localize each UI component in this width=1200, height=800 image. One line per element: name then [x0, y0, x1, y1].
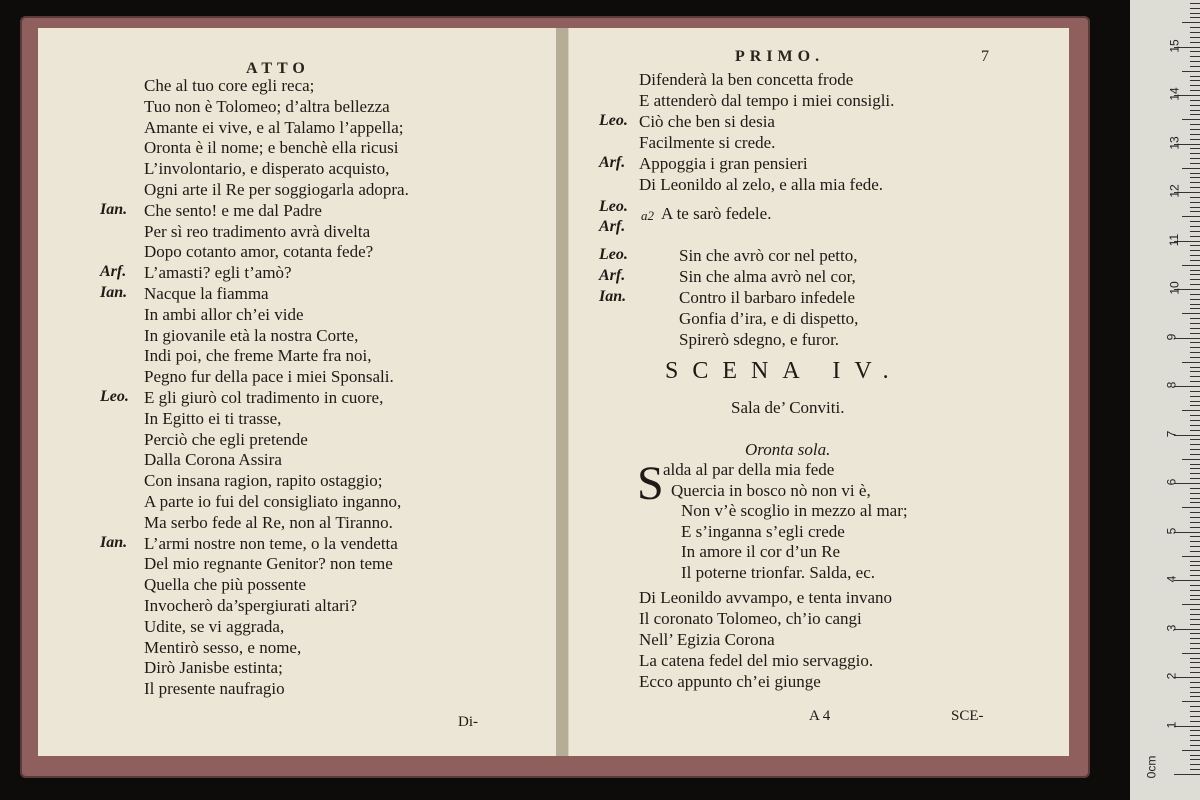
- ruler-tick: [1190, 61, 1200, 62]
- ruler-tick: [1190, 308, 1200, 309]
- left-verse-line: E gli giurò col tradimento in cuore,: [144, 388, 384, 407]
- ruler-tick: [1190, 759, 1200, 760]
- ruler-tick: [1190, 318, 1200, 319]
- ruler-tick: [1190, 299, 1200, 300]
- ruler-tick: [1190, 304, 1200, 305]
- ruler-tick: [1190, 536, 1200, 537]
- ruler-tick: [1190, 56, 1200, 57]
- left-verse-line: In ambi allor ch’ei vide: [144, 304, 304, 324]
- ruler-tick: [1190, 347, 1200, 348]
- ruler-tick: [1190, 187, 1200, 188]
- aria-line: Quercia in bosco nò non vi è,: [671, 480, 871, 500]
- catchword-right: SCE-: [951, 708, 984, 724]
- ruler-tick: [1190, 488, 1200, 489]
- ruler-tick: [1182, 265, 1200, 266]
- left-verse-line: Per sì reo tradimento avrà divelta: [144, 221, 371, 241]
- running-header-right: PRIMO.: [735, 48, 825, 65]
- scene-title: SCENA IV.: [665, 358, 903, 384]
- ruler-tick: [1190, 439, 1200, 440]
- duet-speaker-1: Leo.: [599, 198, 628, 215]
- ruler-tick: [1190, 624, 1200, 625]
- ruler-tick: [1182, 410, 1200, 411]
- ruler-tick: [1190, 692, 1200, 693]
- ruler-tick: [1190, 662, 1200, 663]
- left-verse-line: Indi poi, che freme Marte fra noi,: [144, 346, 372, 366]
- ruler-number: 9: [1164, 333, 1179, 340]
- left-verse-line: Invocherò da’spergiurati altari?: [144, 596, 358, 615]
- ruler-tick: [1190, 405, 1200, 406]
- ruler-tick: [1190, 473, 1200, 474]
- right-verse-line: Spirerò sdegno, e furor.: [679, 330, 840, 349]
- left-verse-line: L’amasti? egli t’amò?: [144, 263, 292, 283]
- ruler-tick: [1190, 284, 1200, 285]
- left-verse-line: A parte io fui del consigliato inganno,: [144, 492, 402, 511]
- left-verse-speaker: Ian.: [100, 533, 128, 551]
- ruler-tick: [1190, 672, 1200, 673]
- ruler-tick: [1182, 750, 1200, 751]
- ruler-tick: [1190, 260, 1200, 261]
- ruler-tick: [1190, 493, 1200, 494]
- right-verse-speaker: Arf.: [599, 267, 626, 284]
- ruler-tick: [1190, 502, 1200, 503]
- ruler-tick: [1182, 22, 1200, 23]
- ruler-tick: [1190, 80, 1200, 81]
- ruler-tick: [1190, 764, 1200, 765]
- ruler-tick: [1190, 153, 1200, 154]
- ruler-tick: [1190, 590, 1200, 591]
- ruler-tick: [1190, 769, 1200, 770]
- measurement-ruler: [1130, 0, 1200, 800]
- recitative-line: Il coronato Tolomeo, ch’io cangi: [639, 609, 862, 628]
- ruler-tick: [1190, 323, 1200, 324]
- left-verse-line: Nacque la fiamma: [144, 284, 269, 303]
- ruler-number: 13: [1167, 135, 1182, 150]
- ruler-tick: [1190, 207, 1200, 208]
- aria-line: Non v’è scoglio in mezzo al mar;: [681, 501, 908, 521]
- recitative-line: La catena fedel del mio servaggio.: [639, 651, 874, 670]
- ruler-tick: [1190, 658, 1200, 659]
- ruler-tick: [1190, 294, 1200, 295]
- catchword-left: Di-: [458, 714, 478, 730]
- left-page: [38, 28, 557, 756]
- ruler-number: 1: [1164, 721, 1179, 728]
- ruler-tick: [1190, 158, 1200, 159]
- right-verse-line: Di Leonildo al zelo, e alla mia fede.: [639, 175, 884, 194]
- ruler-tick: [1190, 221, 1200, 222]
- ruler-tick: [1190, 367, 1200, 368]
- ruler-tick: [1190, 279, 1200, 280]
- recitative-line: Ecco appunto ch’ei giunge: [639, 672, 821, 691]
- ruler-tick: [1190, 114, 1200, 115]
- ruler-number: 5: [1164, 527, 1179, 534]
- ruler-tick: [1190, 716, 1200, 717]
- left-verse-line: L’involontario, e disperato acquisto,: [144, 159, 390, 179]
- ruler-tick: [1190, 595, 1200, 596]
- ruler-tick: [1190, 706, 1200, 707]
- ruler-tick: [1190, 570, 1200, 571]
- ruler-tick: [1190, 110, 1200, 111]
- running-header-left: ATTO: [246, 60, 310, 77]
- ruler-tick: [1190, 148, 1200, 149]
- ruler-tick: [1190, 633, 1200, 634]
- left-verse-line: Ogni arte il Re per soggiogarla adopra.: [144, 180, 409, 199]
- ruler-tick: [1190, 342, 1200, 343]
- left-verse-line: Con insana ragion, rapito ostaggio;: [144, 471, 383, 491]
- left-verse-line: Pegno fur della pace i miei Sponsali.: [144, 367, 394, 387]
- ruler-tick: [1190, 464, 1200, 465]
- ruler-tick: [1190, 236, 1200, 237]
- ruler-tick: [1190, 430, 1200, 431]
- ruler-number: 12: [1167, 184, 1182, 198]
- duet-speaker-2: Arf.: [599, 218, 626, 235]
- left-verse-line: In Egitto ei ti trasse,: [144, 408, 282, 428]
- left-verse-speaker: Arf.: [100, 263, 127, 281]
- right-verse-line: Sin che alma avrò nel cor,: [679, 267, 856, 286]
- ruler-tick: [1190, 561, 1200, 562]
- ruler-tick: [1190, 274, 1200, 275]
- ruler-tick: [1182, 216, 1200, 217]
- left-verse-line: Dopo cotanto amor, cotanta fede?: [144, 242, 374, 262]
- ruler-tick: [1182, 71, 1200, 72]
- ruler-tick: [1190, 478, 1200, 479]
- book-gutter: [556, 28, 568, 756]
- scene-setting: Sala de’ Conviti.: [731, 398, 845, 417]
- ruler-tick: [1174, 774, 1200, 775]
- ruler-tick: [1190, 444, 1200, 445]
- ruler-tick: [1190, 755, 1200, 756]
- ruler-tick: [1182, 459, 1200, 460]
- left-verse-line: Ma serbo fede al Re, non al Tiranno.: [144, 512, 393, 532]
- left-verse-line: Perciò che egli pretende: [144, 429, 308, 449]
- ruler-tick: [1190, 401, 1200, 402]
- ruler-number: 15: [1167, 38, 1182, 53]
- recitative-line: Di Leonildo avvampo, e tenta invano: [639, 588, 893, 607]
- aria-line: Il poterne trionfar. Salda, ec.: [681, 563, 876, 582]
- ruler-tick: [1190, 643, 1200, 644]
- left-verse-speaker: Leo.: [100, 388, 129, 405]
- ruler-tick: [1182, 701, 1200, 702]
- drop-capital: S: [637, 457, 664, 510]
- left-verse-line: Oronta è il nome; e benchè ella ricusi: [144, 138, 399, 158]
- scene-character: Oronta sola.: [745, 440, 831, 459]
- right-verse-line: Facilmente si crede.: [639, 133, 776, 152]
- left-verse-line: Quella che più possente: [144, 575, 306, 595]
- left-verse-line: Il presente naufragio: [144, 679, 285, 699]
- ruler-tick: [1190, 8, 1200, 9]
- ruler-tick: [1190, 648, 1200, 649]
- ruler-tick: [1190, 37, 1200, 38]
- ruler-tick: [1190, 27, 1200, 28]
- ruler-tick: [1190, 134, 1200, 135]
- ruler-tick: [1190, 352, 1200, 353]
- recitative-line: Nell’ Egizia Corona: [639, 630, 775, 649]
- left-verse-line: Dirò Janisbe estinta;: [144, 658, 283, 678]
- signature-mark: A 4: [809, 708, 831, 724]
- right-verse-line: Gonfia d’ira, e di dispetto,: [679, 309, 859, 328]
- ruler-tick: [1190, 512, 1200, 513]
- ruler-tick: [1190, 226, 1200, 227]
- ruler-number: 11: [1167, 233, 1182, 246]
- page-number: 7: [981, 48, 989, 65]
- right-verse-line: Sin che avrò cor nel petto,: [679, 246, 858, 265]
- ruler-number: 6: [1164, 478, 1179, 486]
- ruler-tick: [1190, 740, 1200, 741]
- ruler-tick: [1190, 381, 1200, 382]
- ruler-number: 4: [1164, 575, 1179, 583]
- ruler-tick: [1190, 449, 1200, 450]
- duet-line: A te sarò fedele.: [661, 204, 772, 223]
- ruler-tick: [1190, 527, 1200, 528]
- ruler-number: 2: [1164, 672, 1179, 680]
- ruler-tick: [1190, 391, 1200, 392]
- ruler-number: 7: [1164, 430, 1179, 437]
- right-verse-speaker: Leo.: [599, 246, 628, 263]
- left-verse-line: Che al tuo core egli reca;: [144, 76, 315, 95]
- left-verse-line: Udite, se vi aggrada,: [144, 616, 285, 636]
- ruler-tick: [1190, 32, 1200, 33]
- ruler-tick: [1190, 522, 1200, 523]
- ruler-tick: [1190, 551, 1200, 552]
- ruler-tick: [1182, 168, 1200, 169]
- right-verse-speaker: Leo.: [599, 112, 628, 129]
- left-verse-line: In giovanile età la nostra Corte,: [144, 325, 359, 345]
- left-verse-speaker: Ian.: [100, 284, 128, 301]
- ruler-tick: [1182, 313, 1200, 314]
- ruler-tick: [1182, 362, 1200, 363]
- left-verse-line: Amante ei vive, e al Talamo l’appella;: [144, 117, 404, 137]
- left-verse-line: Tuo non è Tolomeo; d’altra bellezza: [144, 96, 390, 116]
- ruler-tick: [1190, 17, 1200, 18]
- ruler-number: 10: [1167, 281, 1182, 295]
- ruler-tick: [1190, 255, 1200, 256]
- ruler-tick: [1190, 565, 1200, 566]
- ruler-tick: [1190, 546, 1200, 547]
- right-page: [568, 28, 1069, 756]
- ruler-tick: [1182, 119, 1200, 120]
- ruler-tick: [1190, 721, 1200, 722]
- aria-line: In amore il cor d’un Re: [681, 542, 841, 562]
- left-verse-line: Del mio regnante Genitor? non teme: [144, 554, 393, 574]
- ruler-tick: [1190, 638, 1200, 639]
- ruler-tick: [1190, 245, 1200, 246]
- ruler-tick: [1190, 100, 1200, 101]
- ruler-tick: [1190, 585, 1200, 586]
- ruler-tick: [1190, 687, 1200, 688]
- ruler-tick: [1190, 177, 1200, 178]
- ruler-number: 3: [1164, 624, 1179, 631]
- ruler-tick: [1190, 468, 1200, 469]
- left-verse-line: Che sento! e me dal Padre: [144, 200, 322, 220]
- left-verse-speaker: Ian.: [100, 200, 128, 218]
- ruler-tick: [1190, 124, 1200, 125]
- ruler-tick: [1190, 270, 1200, 271]
- ruler-tick: [1190, 13, 1200, 14]
- ruler-zero-label: 0cm: [1144, 755, 1159, 779]
- ruler-tick: [1190, 599, 1200, 600]
- ruler-tick: [1190, 396, 1200, 397]
- duet-marker: a2: [641, 208, 654, 223]
- ruler-tick: [1190, 333, 1200, 334]
- ruler-tick: [1190, 614, 1200, 615]
- ruler-tick: [1190, 415, 1200, 416]
- ruler-number: 14: [1167, 87, 1182, 101]
- right-verse-line: Contro il barbaro infedele: [679, 288, 856, 307]
- left-verse-line: Mentirò sesso, e nome,: [144, 637, 302, 657]
- ruler-tick: [1190, 454, 1200, 455]
- ruler-tick: [1190, 376, 1200, 377]
- ruler-tick: [1190, 90, 1200, 91]
- ruler-tick: [1190, 42, 1200, 43]
- ruler-tick: [1182, 604, 1200, 605]
- ruler-tick: [1182, 653, 1200, 654]
- ruler-tick: [1182, 556, 1200, 557]
- ruler-tick: [1190, 541, 1200, 542]
- ruler-tick: [1190, 85, 1200, 86]
- ruler-tick: [1190, 730, 1200, 731]
- ruler-tick: [1190, 735, 1200, 736]
- ruler-tick: [1190, 182, 1200, 183]
- ruler-tick: [1190, 250, 1200, 251]
- ruler-tick: [1190, 173, 1200, 174]
- right-verse-line: Appoggia i gran pensieri: [639, 154, 808, 173]
- right-verse-line: Ciò che ben si desia: [639, 112, 775, 131]
- ruler-tick: [1190, 197, 1200, 198]
- right-verse-line: Difenderà la ben concetta frode: [639, 70, 854, 89]
- ruler-tick: [1190, 609, 1200, 610]
- ruler-tick: [1190, 231, 1200, 232]
- ruler-tick: [1190, 517, 1200, 518]
- ruler-tick: [1190, 425, 1200, 426]
- ruler-tick: [1190, 51, 1200, 52]
- ruler-tick: [1190, 105, 1200, 106]
- aria-line: alda al par della mia fede: [663, 460, 835, 479]
- ruler-tick: [1190, 498, 1200, 499]
- ruler-tick: [1190, 619, 1200, 620]
- ruler-tick: [1190, 139, 1200, 140]
- ruler-tick: [1190, 682, 1200, 683]
- ruler-tick: [1190, 202, 1200, 203]
- ruler-tick: [1190, 163, 1200, 164]
- ruler-tick: [1190, 129, 1200, 130]
- ruler-tick: [1190, 3, 1200, 4]
- ruler-tick: [1190, 420, 1200, 421]
- ruler-tick: [1190, 667, 1200, 668]
- ruler-number: 8: [1164, 381, 1179, 389]
- left-verse-line: L’armi nostre non teme, o la vendetta: [144, 533, 398, 553]
- ruler-tick: [1190, 211, 1200, 212]
- ruler-tick: [1190, 66, 1200, 67]
- left-verse-line: Dalla Corona Assira: [144, 450, 282, 470]
- ruler-tick: [1190, 745, 1200, 746]
- ruler-tick: [1190, 575, 1200, 576]
- right-verse-speaker: Ian.: [599, 288, 627, 305]
- ruler-tick: [1190, 371, 1200, 372]
- right-verse-line: E attenderò dal tempo i miei consigli.: [639, 91, 895, 110]
- ruler-tick: [1190, 76, 1200, 77]
- ruler-tick: [1190, 696, 1200, 697]
- right-verse-speaker: Arf.: [599, 154, 626, 171]
- ruler-tick: [1182, 507, 1200, 508]
- ruler-tick: [1190, 328, 1200, 329]
- ruler-tick: [1190, 357, 1200, 358]
- aria-line: E s’inganna s’egli crede: [681, 521, 845, 541]
- ruler-tick: [1190, 711, 1200, 712]
